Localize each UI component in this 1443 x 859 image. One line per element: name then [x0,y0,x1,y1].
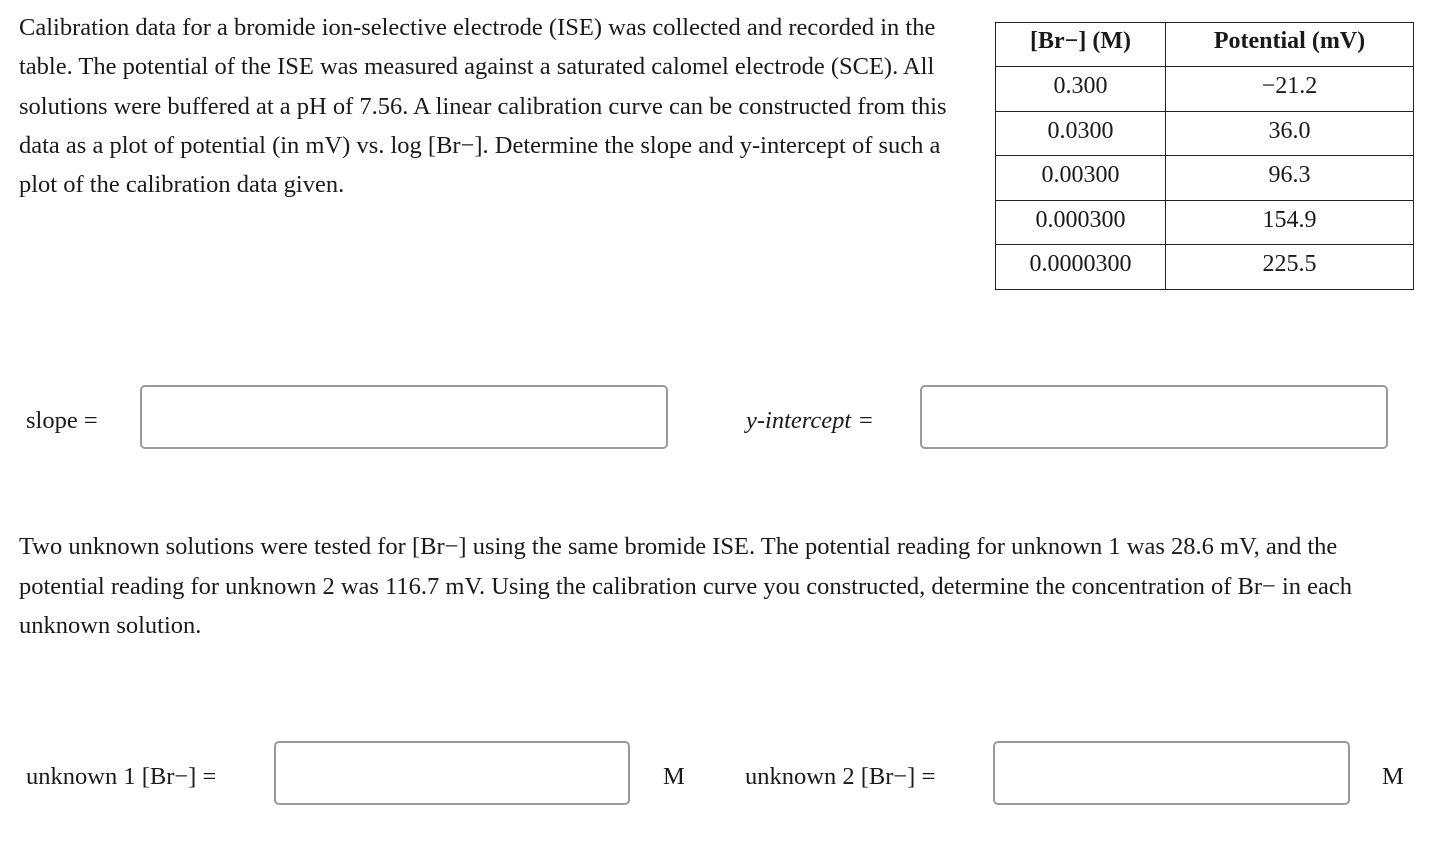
header-potential: Potential (mV) [1166,23,1414,67]
concentration-cell: 0.000300 [996,200,1166,245]
concentration-cell: 0.300 [996,67,1166,112]
slope-label: slope = [26,407,98,434]
concentration-cell: 0.0300 [996,111,1166,156]
unknown2-unit: M [1382,763,1404,790]
header-concentration: [Br−] (M) [996,23,1166,67]
intercept-input[interactable] [920,385,1388,449]
table-header-row [996,23,1414,67]
unknown2-input[interactable] [993,741,1350,805]
table-row [996,111,1414,156]
calibration-table [995,22,1414,290]
intercept-label: y-intercept = [746,407,874,434]
potential-cell: 96.3 [1166,156,1414,201]
table-row [996,200,1414,245]
slope-input[interactable] [140,385,668,449]
potential-cell: 36.0 [1166,111,1414,156]
table-row [996,67,1414,112]
table-row [996,156,1414,201]
concentration-cell: 0.00300 [996,156,1166,201]
potential-cell: 154.9 [1166,200,1414,245]
unknown2-label: unknown 2 [Br−] = [745,763,936,790]
unknowns-paragraph [19,527,1424,646]
concentration-cell: 0.0000300 [996,245,1166,290]
intro-text: Calibration data for a bromide ion-selective electrode (ISE) was collected and recorded in the table. The potential of the ISE was measured against a saturated calomel electrode (SCE). All solutions were buffered at a pH of 7.56. A linear calibration curve can be constructed from this data as a plot of potential (in mV) vs. log [Br−]. Determine the slope and y-intercept of such a plot of the calibration data given. [19,14,947,199]
unknown1-unit: M [663,763,685,790]
unknown1-label: unknown 1 [Br−] = [26,763,217,790]
unknown1-input[interactable] [274,741,630,805]
unknowns-text: Two unknown solutions were tested for [Br−] using the same bromide ISE. The potential reading for unknown 1 was 28.6 mV, and the potential reading for unknown 2 was 116.7 mV. Using the calibration curve you constructed, determine the concentration of Br− in each unknown solution. [19,533,1353,639]
potential-cell: 225.5 [1166,245,1414,290]
table-row [996,245,1414,290]
problem-intro [19,8,979,204]
potential-cell: −21.2 [1166,67,1414,112]
